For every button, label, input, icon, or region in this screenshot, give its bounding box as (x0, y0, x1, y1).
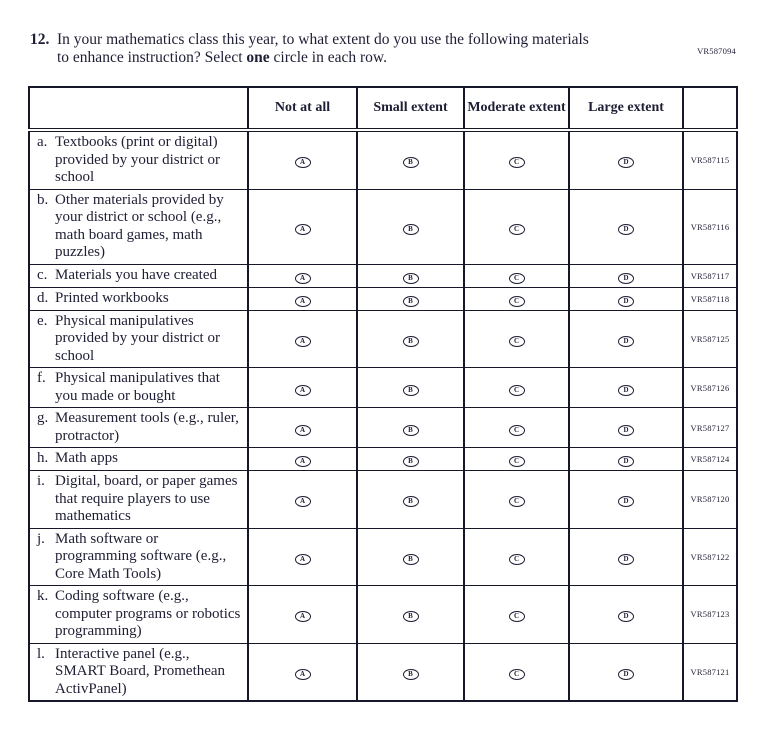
page-form-code: VR587094 (697, 46, 736, 56)
materials-extent-table (28, 86, 738, 702)
cell-large-extent (569, 264, 683, 287)
row-code: VR587126 (683, 368, 737, 408)
row-code: VR587123 (683, 586, 737, 644)
cell-moderate-extent (464, 287, 569, 310)
answer-bubble-a[interactable]: A (295, 425, 311, 436)
cell-not-at-all (248, 130, 357, 189)
row-label-cell (29, 471, 248, 529)
row-letter: a. (37, 134, 48, 150)
row-label: Materials you have created (55, 266, 218, 283)
cell-large-extent (569, 310, 683, 368)
cell-moderate-extent (464, 264, 569, 287)
answer-bubble-c[interactable]: C (509, 296, 525, 307)
cell-not-at-all (248, 408, 357, 448)
answer-bubble-a[interactable]: A (295, 296, 311, 307)
header-code-column (683, 87, 737, 130)
cell-large-extent (569, 368, 683, 408)
answer-bubble-b[interactable]: B (403, 385, 419, 396)
cell-small-extent (357, 471, 464, 529)
cell-not-at-all (248, 368, 357, 408)
row-code: VR587118 (683, 287, 737, 310)
table-row (29, 287, 737, 310)
answer-bubble-d[interactable]: D (618, 611, 634, 622)
row-label: Textbooks (print or digital) provided by your district or school (55, 134, 220, 185)
answer-bubble-c[interactable]: C (509, 385, 525, 396)
row-code: VR587121 (683, 643, 737, 701)
row-label-cell (29, 528, 248, 586)
cell-large-extent (569, 471, 683, 529)
cell-moderate-extent (464, 586, 569, 644)
cell-large-extent (569, 586, 683, 644)
cell-moderate-extent (464, 368, 569, 408)
answer-bubble-a[interactable]: A (295, 273, 311, 284)
row-label-cell (29, 368, 248, 408)
row-letter: e. (37, 312, 48, 329)
cell-small-extent (357, 408, 464, 448)
cell-small-extent (357, 643, 464, 701)
answer-bubble-b[interactable]: B (403, 157, 419, 168)
answer-bubble-b[interactable]: B (403, 496, 419, 507)
cell-large-extent (569, 287, 683, 310)
header-large-extent: Large extent (569, 87, 683, 130)
answer-bubble-b[interactable]: B (403, 273, 419, 284)
cell-not-at-all (248, 643, 357, 701)
cell-large-extent (569, 189, 683, 264)
table-header-row (29, 87, 737, 130)
cell-large-extent (569, 408, 683, 448)
table-row (29, 528, 737, 586)
answer-bubble-d[interactable]: D (618, 456, 634, 467)
answer-bubble-a[interactable]: A (295, 336, 311, 347)
row-letter: c. (37, 266, 48, 283)
cell-moderate-extent (464, 528, 569, 586)
row-label-cell (29, 264, 248, 287)
answer-bubble-a[interactable]: A (295, 224, 311, 235)
row-letter: i. (37, 473, 45, 489)
answer-bubble-c[interactable]: C (509, 554, 525, 565)
answer-bubble-a[interactable]: A (295, 456, 311, 467)
answer-bubble-a[interactable]: A (295, 669, 311, 680)
row-label-cell (29, 287, 248, 310)
row-letter: f. (37, 370, 46, 386)
question-line2-part2: circle in each row. (269, 49, 387, 66)
row-letter: h. (37, 450, 49, 466)
cell-small-extent (357, 130, 464, 189)
row-letter: g. (37, 410, 49, 426)
cell-small-extent (357, 189, 464, 264)
answer-bubble-c[interactable]: C (509, 425, 525, 436)
cell-moderate-extent (464, 130, 569, 189)
row-code: VR587124 (683, 448, 737, 471)
answer-bubble-c[interactable]: C (509, 496, 525, 507)
cell-small-extent (357, 586, 464, 644)
answer-bubble-d[interactable]: D (618, 554, 634, 565)
cell-moderate-extent (464, 310, 569, 368)
table-row (29, 471, 737, 529)
row-label-cell (29, 643, 248, 701)
answer-bubble-b[interactable]: B (403, 456, 419, 467)
cell-not-at-all (248, 287, 357, 310)
row-label-cell (29, 189, 248, 264)
answer-bubble-a[interactable]: A (295, 554, 311, 565)
answer-bubble-a[interactable]: A (295, 496, 311, 507)
answer-bubble-d[interactable]: D (618, 157, 634, 168)
row-label: Physical manipulatives provided by your district or school (55, 312, 220, 364)
answer-bubble-b[interactable]: B (403, 336, 419, 347)
question-bold-word: one (246, 49, 270, 66)
answer-bubble-b[interactable]: B (403, 224, 419, 235)
row-label: Coding software (e.g., computer programs or robotics programming) (55, 588, 241, 639)
answer-bubble-c[interactable]: C (509, 669, 525, 680)
table-row (29, 310, 737, 368)
answer-bubble-b[interactable]: B (403, 554, 419, 565)
row-letter: l. (37, 645, 45, 662)
cell-large-extent (569, 130, 683, 189)
answer-bubble-c[interactable]: C (509, 611, 525, 622)
table-row (29, 189, 737, 264)
answer-bubble-d[interactable]: D (618, 336, 634, 347)
question-line1: In your mathematics class this year, to what extent do you use the following materials (57, 31, 589, 48)
row-label-cell (29, 130, 248, 189)
header-small-extent: Small extent (357, 87, 464, 130)
cell-small-extent (357, 287, 464, 310)
cell-not-at-all (248, 310, 357, 368)
answer-bubble-d[interactable]: D (618, 296, 634, 307)
cell-moderate-extent (464, 471, 569, 529)
answer-bubble-c[interactable]: C (509, 456, 525, 467)
answer-bubble-d[interactable]: D (618, 496, 634, 507)
cell-small-extent (357, 310, 464, 368)
row-letter: d. (37, 289, 49, 306)
cell-not-at-all (248, 586, 357, 644)
row-label: Digital, board, or paper games that require players to use mathematics (55, 473, 238, 524)
answer-bubble-a[interactable]: A (295, 611, 311, 622)
table-row (29, 586, 737, 644)
cell-moderate-extent (464, 408, 569, 448)
answer-bubble-d[interactable]: D (618, 385, 634, 396)
cell-moderate-extent (464, 189, 569, 264)
header-moderate-extent: Moderate extent (464, 87, 569, 130)
cell-large-extent (569, 643, 683, 701)
question-text (57, 31, 690, 67)
row-label: Math software or programming software (e.g., Core Math Tools) (55, 530, 227, 582)
row-label: Physical manipulatives that you made or bought (55, 370, 220, 404)
answer-bubble-c[interactable]: C (509, 273, 525, 284)
cell-small-extent (357, 448, 464, 471)
header-not-at-all: Not at all (248, 87, 357, 130)
row-letter: k. (37, 588, 49, 604)
answer-bubble-b[interactable]: B (403, 296, 419, 307)
row-letter: b. (37, 191, 49, 208)
row-code: VR587122 (683, 528, 737, 586)
answer-bubble-b[interactable]: B (403, 669, 419, 680)
table-row (29, 368, 737, 408)
answer-bubble-d[interactable]: D (618, 425, 634, 436)
row-code: VR587125 (683, 310, 737, 368)
row-code: VR587120 (683, 471, 737, 529)
cell-small-extent (357, 264, 464, 287)
answer-bubble-b[interactable]: B (403, 425, 419, 436)
answer-bubble-d[interactable]: D (618, 669, 634, 680)
row-label: Printed workbooks (55, 289, 169, 306)
row-label: Other materials provided by your district or school (e.g., math board games, math puzzles) (55, 191, 224, 260)
answer-bubble-c[interactable]: C (509, 336, 525, 347)
row-label-cell (29, 310, 248, 368)
answer-bubble-b[interactable]: B (403, 611, 419, 622)
row-label: Math apps (55, 450, 118, 466)
cell-not-at-all (248, 264, 357, 287)
answer-bubble-d[interactable]: D (618, 224, 634, 235)
table-row (29, 408, 737, 448)
row-code: VR587115 (683, 130, 737, 189)
table-row (29, 448, 737, 471)
question-block (30, 31, 690, 67)
row-label: Interactive panel (e.g., SMART Board, Promethean ActivPanel) (55, 645, 226, 697)
question-number: 12. (30, 31, 50, 48)
cell-not-at-all (248, 448, 357, 471)
cell-moderate-extent (464, 643, 569, 701)
answer-bubble-a[interactable]: A (295, 157, 311, 168)
row-code: VR587127 (683, 408, 737, 448)
cell-moderate-extent (464, 448, 569, 471)
cell-not-at-all (248, 471, 357, 529)
row-code: VR587116 (683, 189, 737, 264)
row-letter: j. (37, 530, 45, 547)
cell-large-extent (569, 528, 683, 586)
row-code: VR587117 (683, 264, 737, 287)
cell-small-extent (357, 528, 464, 586)
answer-bubble-d[interactable]: D (618, 273, 634, 284)
header-empty-corner (29, 87, 248, 130)
row-label-cell (29, 448, 248, 471)
row-label: Measurement tools (e.g., ruler, protractor) (55, 410, 239, 444)
table-row (29, 643, 737, 701)
answer-bubble-c[interactable]: C (509, 224, 525, 235)
row-label-cell (29, 408, 248, 448)
answer-bubble-c[interactable]: C (509, 157, 525, 168)
cell-large-extent (569, 448, 683, 471)
row-label-cell (29, 586, 248, 644)
table-row (29, 130, 737, 189)
cell-small-extent (357, 368, 464, 408)
answer-bubble-a[interactable]: A (295, 385, 311, 396)
question-line2-part1: to enhance instruction? Select (57, 49, 247, 66)
cell-not-at-all (248, 189, 357, 264)
cell-not-at-all (248, 528, 357, 586)
table-row (29, 264, 737, 287)
